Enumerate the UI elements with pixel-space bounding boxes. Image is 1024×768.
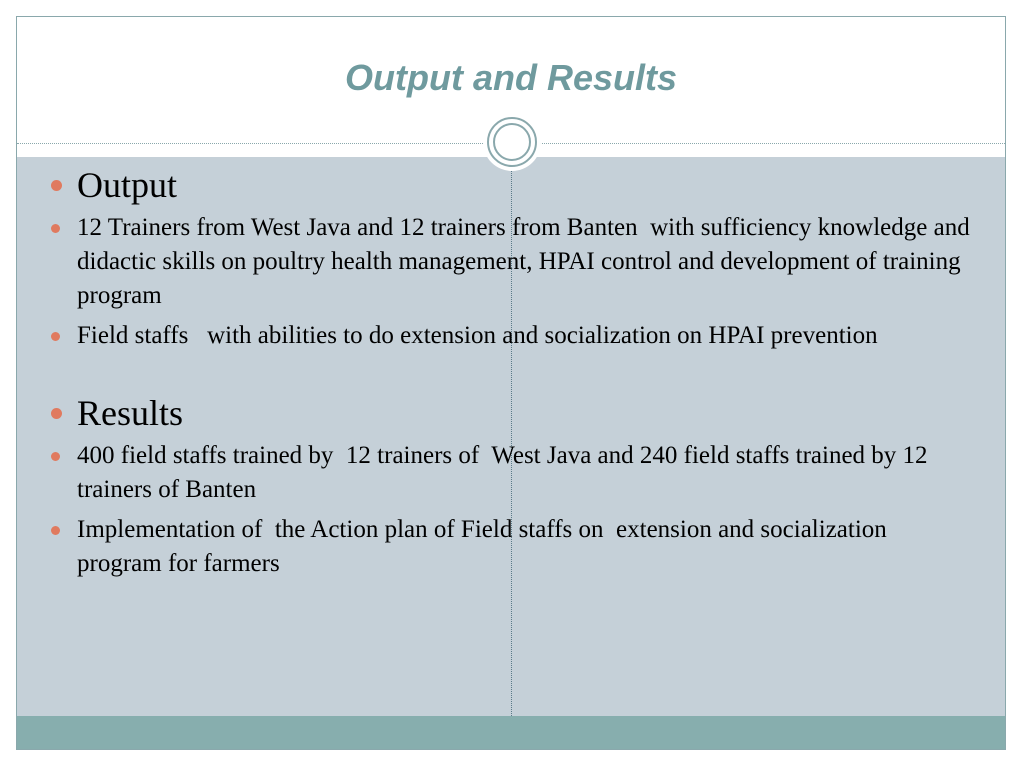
results-bullet-implementation: Implementation of the Action plan of Field staffs on extension and socialization program for farmers	[51, 513, 981, 581]
footer-bar	[17, 716, 1005, 750]
slide-body	[51, 165, 981, 581]
section-heading-output: Output	[51, 165, 981, 205]
results-bullet-trained: 400 field staffs trained by 12 trainers of West Java and 240 field staffs trained by 12 trainers of Banten	[51, 439, 981, 507]
circle-ornament-icon	[483, 113, 541, 171]
bullet-icon	[51, 332, 60, 341]
bullet-icon	[51, 180, 62, 191]
output-bullet-trainers: 12 Trainers from West Java and 12 trainers from Banten with sufficiency knowledge and didactic skills on poultry health management, HPAI control and development of training program	[51, 211, 981, 313]
bullet-icon	[51, 408, 62, 419]
bullet-icon	[51, 224, 60, 233]
slide-title: Output and Results	[345, 57, 677, 98]
section-heading-results: Results	[51, 393, 981, 433]
output-bullet-field-staffs: Field staffs with abilities to do extension and socialization on HPAI prevention	[51, 319, 981, 353]
bullet-icon	[51, 452, 60, 461]
bullet-icon	[51, 526, 60, 535]
slide	[16, 16, 1006, 750]
